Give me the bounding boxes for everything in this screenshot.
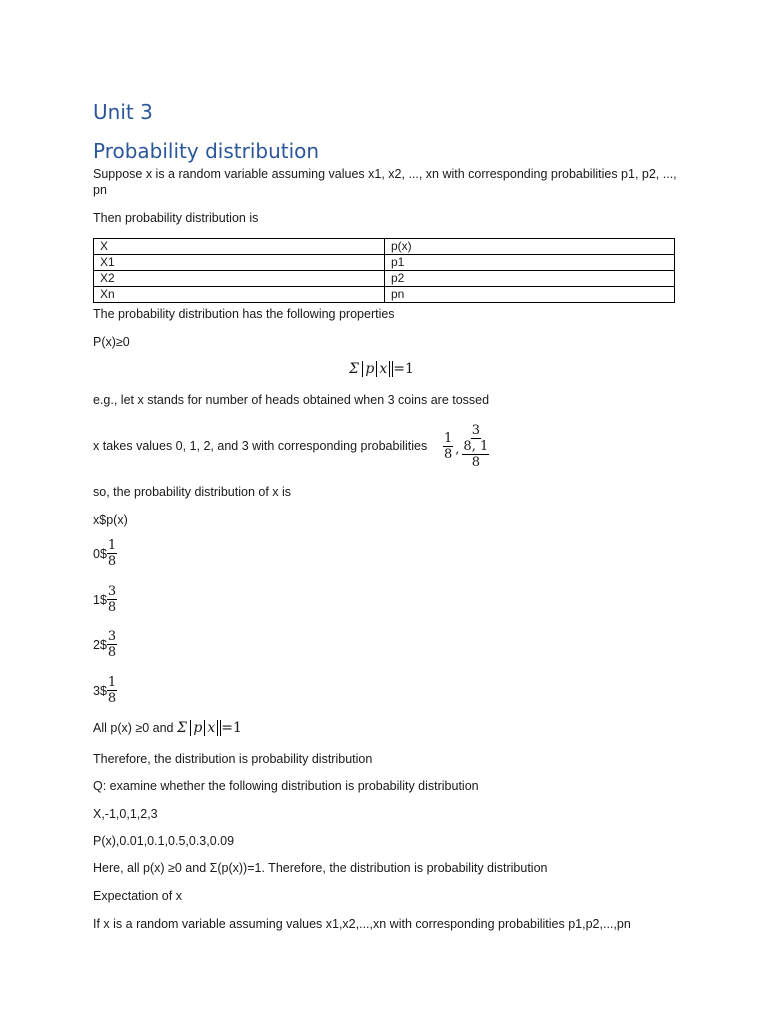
question-answer: Here, all p(x) ≥0 and Σ(p(x))=1. Therefore, the distribution is probability distribution bbox=[93, 861, 548, 875]
fraction bbox=[462, 423, 489, 470]
fraction bbox=[443, 431, 453, 462]
expectation-paragraph: If x is a random variable assuming values x1,x2,...,xn with corresponding probabilities p1,p2,...,pn bbox=[93, 917, 631, 931]
fraction-numerator: 1 bbox=[107, 538, 117, 553]
all-px-text: All p(x) ≥0 and bbox=[93, 721, 174, 735]
sum-equation bbox=[349, 361, 414, 377]
fraction-denominator: 8 bbox=[107, 645, 117, 660]
fraction-denominator: 8 bbox=[444, 446, 453, 462]
x-argument bbox=[204, 720, 218, 736]
sum-rhs: =1 bbox=[221, 720, 242, 736]
table-row bbox=[94, 271, 675, 287]
properties-paragraph: The probability distribution has the following properties bbox=[93, 307, 395, 321]
expectation-heading: Expectation of x bbox=[93, 889, 182, 903]
fraction-denominator: 8 bbox=[107, 600, 117, 615]
sum-rhs: =1 bbox=[393, 361, 414, 377]
table-cell: p2 bbox=[385, 271, 675, 287]
question-paragraph: Q: examine whether the following distribution is probability distribution bbox=[93, 779, 479, 793]
table-cell: X1 bbox=[94, 255, 385, 271]
row-x-value: 1$ bbox=[93, 592, 107, 607]
table-row bbox=[94, 255, 675, 271]
therefore-paragraph: Therefore, the distribution is probability distribution bbox=[93, 752, 373, 766]
values-fraction bbox=[443, 420, 489, 472]
distribution-table bbox=[93, 238, 675, 303]
fraction-numerator: 1 bbox=[107, 675, 117, 690]
table-cell: X2 bbox=[94, 271, 385, 287]
table-cell: Xn bbox=[94, 287, 385, 303]
sum-argument bbox=[362, 361, 393, 377]
row-x-value: 2$ bbox=[93, 637, 107, 652]
sum-argument bbox=[190, 720, 221, 736]
row-x-value: 0$ bbox=[93, 546, 107, 561]
p-symbol: p bbox=[365, 361, 375, 377]
fraction-middle: 8, 1 bbox=[463, 438, 489, 454]
distribution-header: x$p(x) bbox=[93, 513, 128, 527]
x-symbol: x bbox=[207, 720, 216, 736]
distribution-row bbox=[93, 538, 117, 569]
then-paragraph: Then probability distribution is bbox=[93, 211, 259, 225]
fraction-denominator: 8 bbox=[471, 454, 480, 470]
table-header-cell: p(x) bbox=[385, 239, 675, 255]
question-p-values: P(x),0.01,0.1,0.5,0.3,0.09 bbox=[93, 834, 235, 848]
fraction-denominator: 8 bbox=[107, 554, 117, 569]
values-paragraph: x takes values 0, 1, 2, and 3 with corresponding probabilities bbox=[93, 439, 428, 453]
distribution-row bbox=[93, 675, 117, 706]
table-cell: p1 bbox=[385, 255, 675, 271]
sigma-symbol: Σ bbox=[349, 361, 359, 377]
nonnegativity-property: P(x)≥0 bbox=[93, 335, 130, 349]
all-px-line bbox=[93, 720, 242, 736]
example-paragraph: e.g., let x stands for number of heads obtained when 3 coins are tossed bbox=[93, 393, 490, 407]
section-heading: Probability distribution bbox=[93, 139, 320, 163]
fraction-numerator: 3 bbox=[107, 584, 117, 599]
table-row bbox=[94, 287, 675, 303]
fraction-numerator: 3 bbox=[107, 629, 117, 644]
so-paragraph: so, the probability distribution of x is bbox=[93, 485, 292, 499]
fraction bbox=[107, 584, 117, 615]
intro-paragraph: Suppose x is a random variable assuming values x1, x2, ..., xn with corresponding probabilities p1, p2, ..., pn bbox=[93, 167, 677, 197]
table-cell: pn bbox=[385, 287, 675, 303]
table-header-cell: X bbox=[94, 239, 385, 255]
comma: , bbox=[455, 441, 460, 457]
fraction-numerator: 1 bbox=[444, 430, 453, 446]
fraction-numerator: 3 bbox=[471, 422, 480, 438]
question-x-values: X,-1,0,1,2,3 bbox=[93, 807, 158, 821]
table-header-row bbox=[94, 239, 675, 255]
fraction bbox=[107, 629, 117, 660]
fraction bbox=[107, 675, 117, 706]
unit-heading: Unit 3 bbox=[93, 100, 153, 124]
x-argument bbox=[376, 361, 390, 377]
fraction bbox=[107, 538, 117, 569]
fraction-denominator: 8 bbox=[107, 691, 117, 706]
distribution-row bbox=[93, 629, 117, 660]
x-symbol: x bbox=[379, 361, 388, 377]
row-x-value: 3$ bbox=[93, 683, 107, 698]
p-symbol: p bbox=[193, 720, 203, 736]
sigma-symbol: Σ bbox=[177, 720, 187, 736]
distribution-row bbox=[93, 584, 117, 615]
